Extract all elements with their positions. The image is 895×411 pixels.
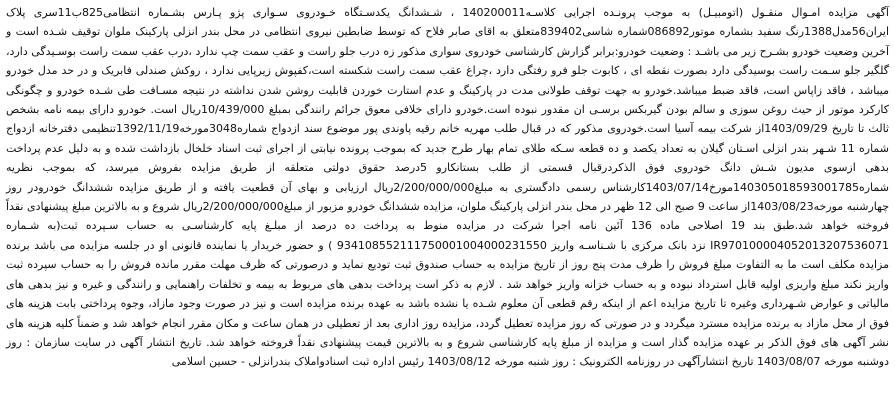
notice-body bbox=[6, 3, 889, 372]
notice-body-text: آگهی مزایده امـوال منقـول (اتومبیـل) به موجب پرونـده اجرایی کلاسـه140200011 ، شـشدانگ یکدسـتگاه خـودروی سـواری پژو پـارس بشـماره انتظامی825ب11سری پلاک ایران56مدل1388رنگ سفید بشماره موتور086892شماره شاسی839402متعلق به اقای صابر فلاح که توسط ضابطین نیروی انتظامی در محل بندر انزلی پارکینک ملوان توقیف شـده است و آخرین وضعیت خودرو بشـرح زیر می باشـد : وضعیت خودرو:برابر گزارش کارشناسی خودروی سواری مذکور زه درب جلو راست و عقب سمت چپ ندارد ،درب عقب سمت راست بوسـیدگی دارد، گلگیر جلو سـمت راست بوسیدگی دارد بصورت نقطه ای ، کابوت جلو فرو رفتگی دارد ،چراغ عقب سمت راست شکسته است،کفپوش زیرپایی ندارد ، روکش صندلی فابریک و در حد مدل خودرو میباشد ، فاقد زاپاس است، فاقد ضبط میباشد.خودرو به جهت توقف طولانی مدت در پارکینگ و عدم استارت خوردن قابلیت روشن شدن نداشته در نتیجه مسـافت طی شـده خودرو و چگونگی کارکرد موتور از حیث روغن سوزی و سالم بودن گیربکس برسـی ان مقدور نبوده است.خودرو دارای خلافی معوق جرائم رانندگی بمبلغ 10/439/000ریال است. خودرو دارای بیمه نامه بشخص ثالث تا تاریخ 1403/09/29از شرکت بیمه آسیا است.خودروی مذکور که در قبال طلب مهریه خانم رقیه پاوندی پور موضوع سند ازدواج شماره3048مورخه1392/11/19تنظیمی دفترخانه ازدواج شماره 11 شـهر بندر انزلی اسـتان گیلان به تعداد یکصد و ده قطعه سـکه طلای تمام بهار طرح جدید که بموجب پرونده نیابتی از اجرای ثبت اسناد خلخال بازداشت شده و به دلیل عدم پرداخت بدهی ازسوی مدیون شـش دانگ خودروی فوق الذکردرقبال قسمتی از طلب بستانکارو 5درصد حقوق دولتی متعلقه از طریق مزایده بفروش میرسد، که بموجب نظریه شماره140305018593001785مورخ1403/07/14کارشناس رسمی دادگستری به مبلغ2/200/000/000ریال ارزیابی و بهای آن قطعیت یافته و از طریق مزایده ششدانگ خودرودر روز چهارشنبه مورخه1403/08/23از ساعت 9 صبح الی 12 ظهر در محل بندر انزلی پارکینگ ملوان، مزایده ششدانگ خودرو مزبور از مبلغ2/200/000/000ریال شروع و به بالاترین مبلغ پیشنهادی نقداً فروخته خواهد شد.طبق بند 19 اصلاحی ماده 136 آئین نامه اجرا شرکت در مزایده منوط به پرداخت ده درصد از مبلـغ پایه کارشناسـی به حساب سـپرده ثبت(به شـماره IR970100004052013207536071 نزد بانک مرکزی با شـناسـه واریز 934108552111750001004000231550 ) و حضور خریدار یا نماینده قانونی او در جلسه مزایده می باشد برنده مزایده مکلف است ما به التفاوت مبلغ فروش را ظرف مدت پنج روز از تاریخ مزایده به حساب صندوق ثبت تودیع نماید و درصورتی که ظرف مهلت مقرر مانده فروش را به حساب سپرده ثبت واریز نکند مبلغ واریزی اولیه قابل استرداد نبوده و به حساب خزانه واریز خواهد شد . لازم به ذکر است پرداخت بدهی های مربوط به بیمه و تخلفات راهنمایی و رانندگی و غیره و نیز بدهی های مالیاتی و عوارض شـهرداری وغیره تا تاریخ مزایده اعم از اینکه رقم قطعی آن معلوم شـده یا نشده باشد به عهده برنده مزایده است و نیز در صورت وجود مازاد، وجوه پرداختی بابت هزینه های فوق از محل مازاد به برنده مزایده مسترد میگردد و در صورتی که روز مزایده تعطیل گردد، مزایده روز اداری بعد از تعطیلی در همان ساعت و مکان مقرر انجام خواهد شد و ضمناً کلیه هزینه های نشر آگهی های فوق الذکر بر عهده مزایده گذار است و مزایده از مبلغ پایه کارشناسی شروع و به بالاترین قیمت پیشنهادی نقداً فروخته خواهد شد. bbox=[6, 6, 890, 349]
publication-and-signature: تاریخ انتشار آگهی در سایت سازمان : روز دوشنبه مورخه 1403/08/07 تاریخ انتشارآگهی در روزنامه الکترونیک : روز شنبه مورخه 1403/08/12 رئیس اداره ثبت اسنادواملاک بندرانزلی - حسین اسلامی bbox=[6, 335, 889, 369]
